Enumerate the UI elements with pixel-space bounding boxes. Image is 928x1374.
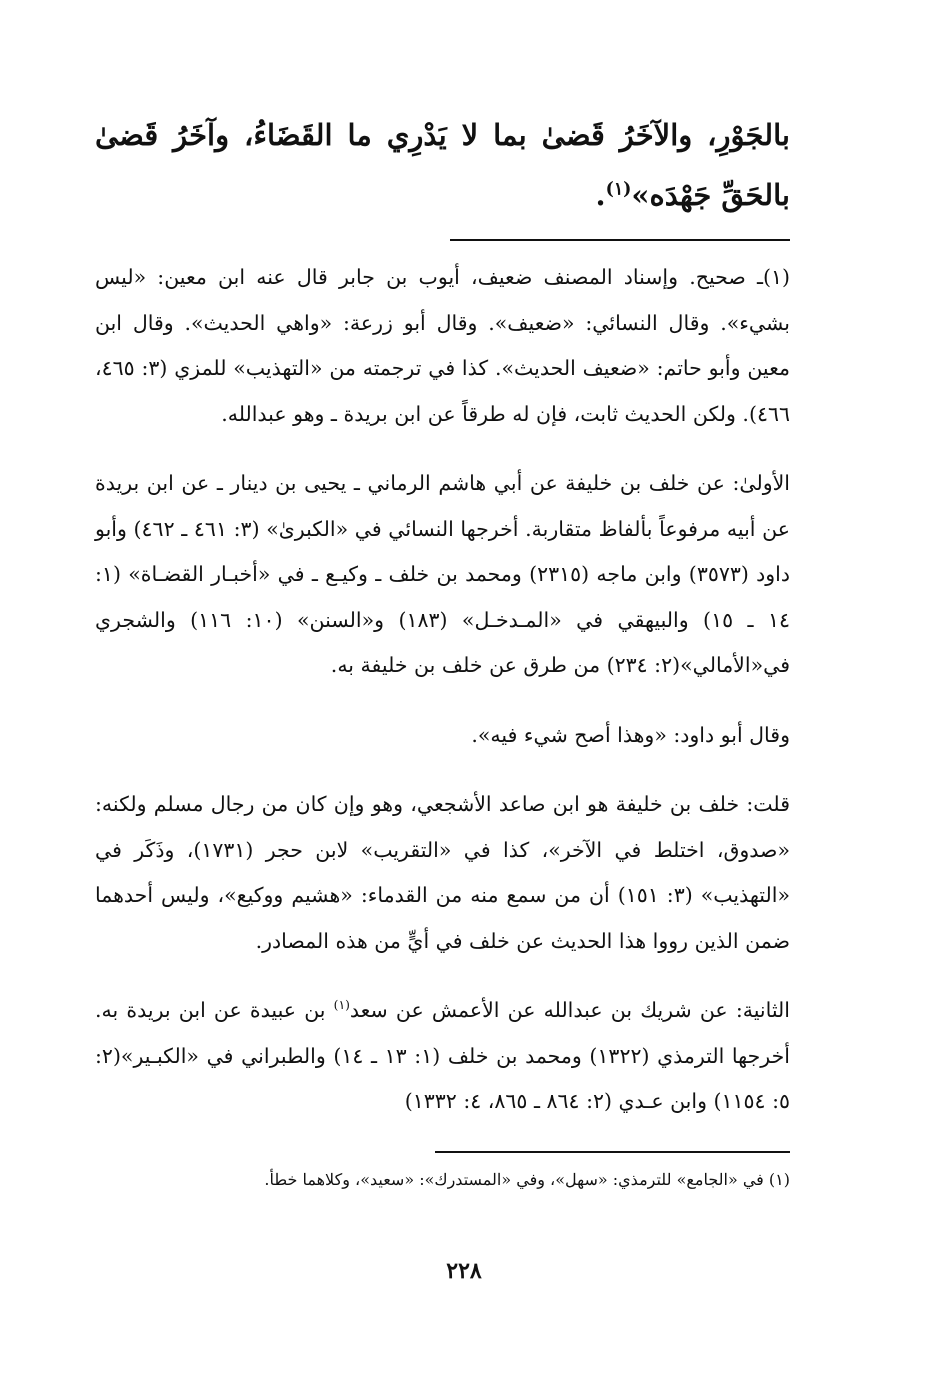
spacer	[95, 964, 790, 988]
footnote-ref[interactable]: (١)	[605, 179, 632, 200]
page-number: ٢٢٨	[446, 1258, 482, 1284]
main-text-body: بالجَوْرِ، والآخَرُ قَضىٰ بما لا يَدْرِي ما القَضَاءُ، وآخَرُ قَضىٰ بالحَقِّ جَهْدَه»	[95, 118, 790, 212]
main-text-end: .	[595, 178, 606, 212]
note-paragraph-5	[95, 988, 790, 1125]
note-5-before: الثانية: عن شريك بن عبدالله عن الأعمش عن سعد	[349, 998, 790, 1022]
footnote-rule	[435, 1151, 790, 1153]
note-paragraph-3: وقال أبو داود: «وهذا أصح شيء فيه».	[471, 722, 790, 747]
note-paragraph-4: قلت: خلف بن خليفة هو ابن صاعد الأشجعي، وهو وإن كان من رجال مسلم ولكنه: «صدوق، اختلط في الآخر»، كذا في «التقريب» لابن حجر (١٧٣١)، وذَكَر في «التهذيب» (٣: ١٥١) أن من سمع منه من القدماء: «هشيم ووكيع»، وليس أحدهما ضمن الذين رووا هذا الحديث عن خلف في أيٍّ من هذه المصادر.	[95, 792, 790, 953]
footnote: (١) في «الجامع» للترمذي: «سهل»، وفي «المستدرك»: «سعيد»، وكلاهما خطأ.	[264, 1169, 790, 1189]
main-text	[95, 105, 790, 225]
spacer	[95, 758, 790, 782]
page-body	[95, 95, 790, 1195]
note-paragraph-2: الأولىٰ: عن خلف بن خليفة عن أبي هاشم الرماني ـ يحيى بن دينار ـ عن ابن بريدة عن أبيه مرفوعاً بألفاظ متقاربة. أخرجها النسائي في «الكبرىٰ» (٣: ٤٦١ ـ ٤٦٢) وأبو داود (٣٥٧٣) وابن ماجه (٢٣١٥) ومحمد بن خلف ـ وكيـع ـ في «أخبـار القضـاة» (١: ١٤ ـ ١٥) والبيهقي في «المـدخـل» (١٨٣) و«السنن» (١٠: ١١٦) والشجري في«الأمالي»(٢: ٢٣٤) من طرق عن خلف بن خليفة به.	[95, 471, 791, 677]
footnote-ref[interactable]: (١)	[333, 998, 350, 1013]
note-5-after: بن عبيدة عن ابن بريدة به. أخرجها الترمذي (١٣٢٢) ومحمد بن خلف (١: ١٣ ـ ١٤) والطبراني في «الكبـير»(٢: ٥: ١١٥٤) وابن عـدي (٢: ٨٦٤ ـ ٨٦٥، ٤: ١٣٣٢)	[95, 998, 790, 1113]
note-paragraph-1: (١)ـ صحيح. وإسناد المصنف ضعيف، أيوب بن جابر قال عنه ابن معين: «ليس بشيء». وقال النسائي: «ضعيف». وقال أبو زرعة: «واهي الحديث». وقال ابن معين وأبو حاتم: «ضعيف الحديث». كذا في ترجمته من «التهذيب» للمزي (٣: ٤٦٥، ٤٦٦). ولكن الحديث ثابت، فإن له طرقاً عن ابن بريدة ـ وهو عبدالله.	[95, 265, 790, 426]
spacer	[95, 437, 790, 461]
separator-rule	[450, 239, 790, 241]
spacer	[95, 689, 790, 713]
